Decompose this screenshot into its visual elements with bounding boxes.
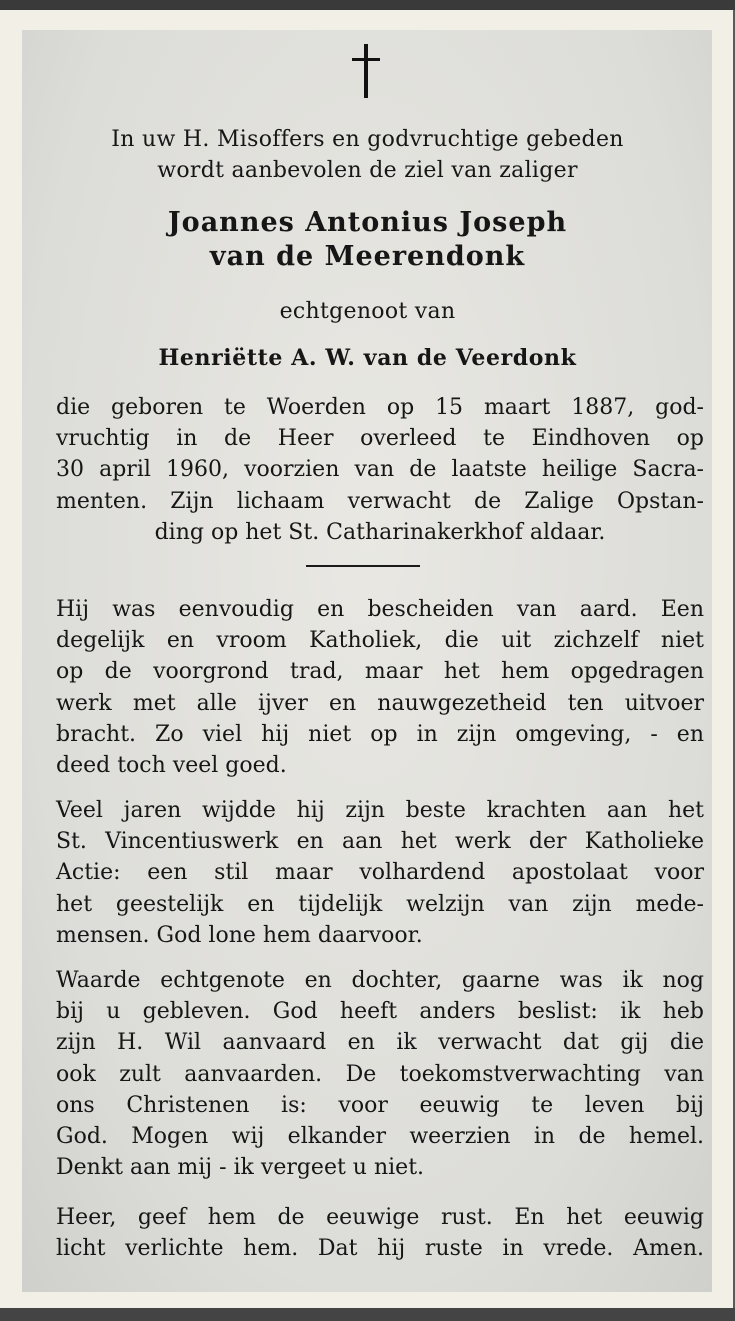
intro-line: wordt aanbevolen de ziel van zaliger xyxy=(157,158,578,183)
paragraph-line: Denkt aan mij - ik vergeet u niet. xyxy=(56,1155,425,1181)
bio-line: ding op het St. Catharinakerkhof aldaar. xyxy=(154,519,606,545)
paragraph-line: degelijk en vroom Katholiek, die uit zichzelf niet xyxy=(56,628,704,654)
bio-line: 30 april 1960, voorzien van de laatste heilige Sacra- xyxy=(56,457,704,483)
bio-line: die geboren te Woerden op 15 maart 1887, god- xyxy=(56,395,704,420)
paragraph-prayer xyxy=(56,1202,704,1264)
spouse-name: Henriëtte A. W. van de Veerdonk xyxy=(158,345,577,371)
paragraph-line: mensen. God lone hem daarvoor. xyxy=(56,922,423,948)
deceased-name xyxy=(0,206,735,274)
scan-edge xyxy=(0,1308,735,1321)
paragraph-line: ook zult aanvaarden. De toekomstverwachting van xyxy=(56,1061,704,1087)
name-line: Joannes Antonius Joseph xyxy=(167,207,568,238)
bio-line: vruchtig in de Heer overleed te Eindhoven op xyxy=(56,426,704,452)
spouse-label: echtgenoot van xyxy=(279,299,456,324)
intro-line: In uw H. Misoffers en godvruchtige gebeden xyxy=(111,127,624,152)
paragraph-line: Veel jaren wijdde hij zijn beste krachten aan het xyxy=(56,798,704,823)
paragraph-line: bij u gebleven. God heeft anders beslist: ik heb xyxy=(56,999,704,1025)
name-line: van de Meerendonk xyxy=(209,241,526,272)
cross-icon xyxy=(350,44,382,98)
paragraph-line: Heer, geef hem de eeuwige rust. En het eeuwig xyxy=(56,1205,704,1230)
paragraph-line: het geestelijk en tijdelijk welzijn van zijn mede- xyxy=(56,891,704,917)
paragraph-line: op de voorgrond trad, maar het hem opgedragen xyxy=(56,659,704,685)
paragraph-line: ons Christenen is: voor eeuwig te leven bij xyxy=(56,1092,704,1118)
bio-line: menten. Zijn lichaam verwacht de Zalige Opstan- xyxy=(56,488,704,514)
paragraph-line: werk met alle ijver en nauwgezetheid ten uitvoer xyxy=(56,690,704,716)
paragraph-line: bracht. Zo viel hij niet op in zijn omgeving, - en xyxy=(56,721,704,747)
paragraph-line: St. Vincentiuswerk en aan het werk der Katholieke xyxy=(56,829,704,855)
biography xyxy=(56,392,704,548)
paragraph-line: deed toch veel goed. xyxy=(56,753,287,779)
paragraph-line: Actie: een stil maar volhardend apostolaat voor xyxy=(56,860,704,886)
paragraph-character xyxy=(56,594,704,781)
divider xyxy=(306,565,420,567)
paragraph-line: Waarde echtgenote en dochter, gaarne was ik nog xyxy=(56,968,704,993)
paragraph-farewell xyxy=(56,965,704,1183)
paragraph-line: licht verlichte hem. Dat hij ruste in vrede. Amen. xyxy=(56,1236,704,1262)
paragraph-line: zijn H. Wil aanvaard en ik verwacht dat gij die xyxy=(56,1030,704,1056)
paragraph-line: Hij was eenvoudig en bescheiden van aard. Een xyxy=(56,597,704,622)
paragraph-line: God. Mogen wij elkander weerzien in de hemel. xyxy=(56,1124,704,1150)
paragraph-charity xyxy=(56,795,704,951)
intro-text xyxy=(0,124,735,186)
